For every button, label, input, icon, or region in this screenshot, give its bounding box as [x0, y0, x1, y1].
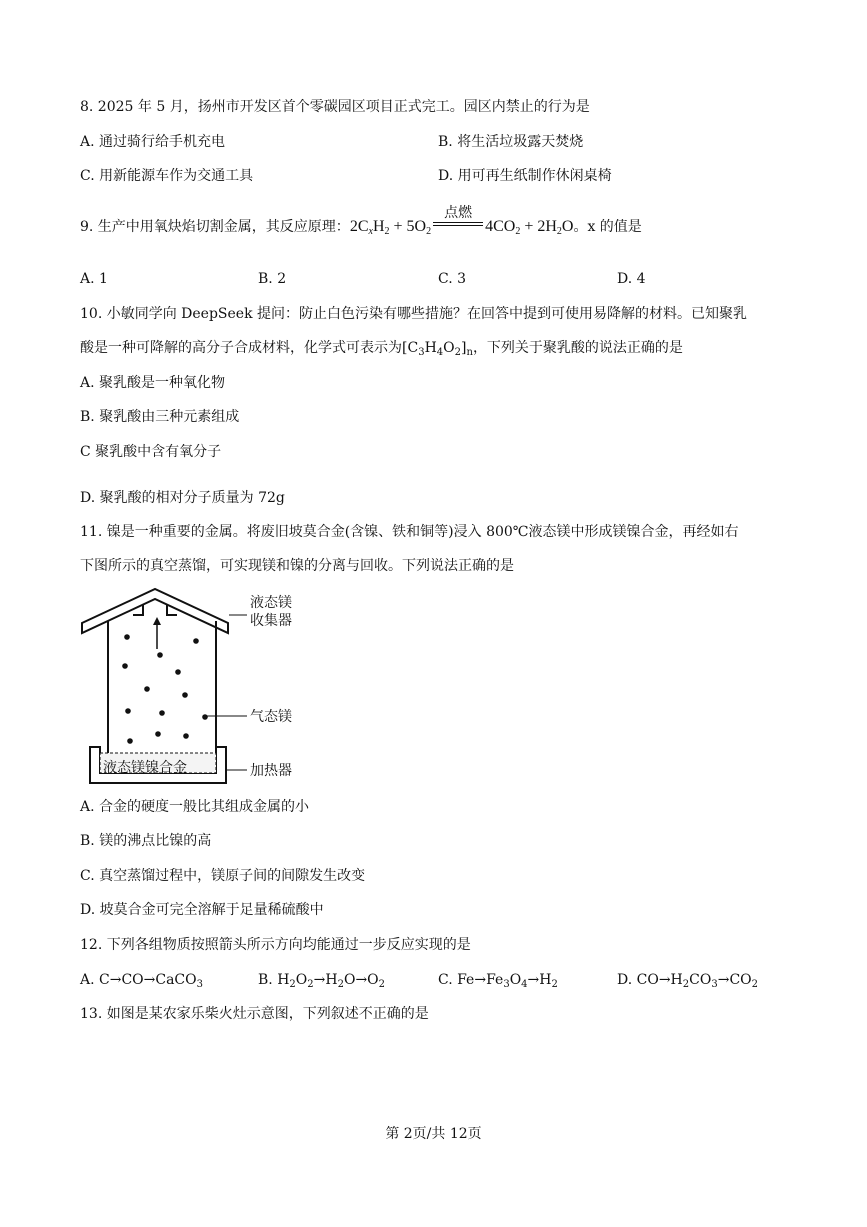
- text: O: [443, 340, 455, 356]
- q9-stem-prefix: 9. 生产中用氧炔焰切割金属，其反应原理：: [80, 219, 350, 235]
- sub: 2: [454, 347, 462, 358]
- q11-option-c: C. 真空蒸馏过程中，镁原子间的间隙发生改变: [80, 868, 366, 884]
- q8-option-a: A. 通过骑行给手机充电: [80, 134, 226, 150]
- text: B. H: [258, 972, 290, 988]
- equals-double-line: [433, 222, 483, 226]
- q9-option-a: A. 1: [80, 271, 108, 287]
- condition-label: 点燃: [444, 206, 473, 221]
- eq-sub: x: [368, 226, 373, 237]
- sub: 2: [289, 979, 296, 990]
- alloy-label: 液态镁镍合金: [103, 760, 187, 776]
- sub: 2: [337, 979, 344, 990]
- sub: 2: [307, 979, 314, 990]
- text: ]: [461, 340, 467, 356]
- q8-option-c: C. 用新能源车作为交通工具: [80, 168, 254, 184]
- collector-label-line2: 收集器: [250, 613, 292, 629]
- q12-option-d: [617, 971, 758, 989]
- gas-label: 气态镁: [250, 709, 292, 725]
- sub: 2: [751, 979, 759, 990]
- q9-option-c: C. 3: [438, 271, 467, 287]
- sub: n: [466, 347, 473, 358]
- sub: 3: [711, 979, 718, 990]
- q12-option-c: [438, 971, 558, 989]
- q9-option-b: B. 2: [258, 271, 287, 287]
- q10-stem-line2: [80, 339, 683, 357]
- text: C. Fe→Fe: [438, 972, 504, 988]
- text: O: [509, 972, 522, 988]
- q8-option-b: B. 将生活垃圾露天焚烧: [438, 134, 584, 150]
- text: H: [424, 340, 437, 356]
- q9-stem-suffix: 。x 的值是: [573, 219, 642, 235]
- sub: 2: [378, 979, 386, 990]
- collector-label-line1: 液态镁: [250, 595, 292, 611]
- eq-term: H: [372, 218, 385, 235]
- eq-term: 2C: [349, 218, 369, 235]
- text: 酸是一种可降解的高分子合成材料，化学式可表示为[C: [80, 340, 419, 356]
- q12-option-a: [80, 971, 203, 989]
- q11-option-a: A. 合金的硬度一般比其组成金属的小: [80, 799, 310, 815]
- text: →H: [313, 972, 338, 988]
- text: D. CO→H: [617, 972, 683, 988]
- q11-stem-line2: 下图所示的真空蒸馏，可实现镁和镍的分离与回收。下列说法正确的是: [80, 558, 514, 574]
- q11-stem-line1: 11. 镍是一种重要的金属。将废旧坡莫合金(含镍、铁和铜等)浸入 800℃液态镁中形成镁镍合金，再经如右: [80, 524, 739, 540]
- sub: 3: [196, 979, 203, 990]
- q10-stem-line1: 10. 小敏同学向 DeepSeek 提问：防止白色污染有哪些措施？在回答中提到可使用易降解的材料。已知聚乳: [80, 306, 748, 322]
- sub: 2: [682, 979, 690, 990]
- vapor-particles: [122, 634, 208, 744]
- text: A. C→CO→CaCO: [80, 972, 197, 988]
- eq-term: + 2H: [520, 218, 557, 235]
- arrow-head: [153, 617, 161, 625]
- text: O: [295, 972, 308, 988]
- q10-option-d: D. 聚乳酸的相对分子质量为 72g: [80, 490, 285, 506]
- eq-term: + 5O: [389, 218, 427, 235]
- text: O→O: [343, 972, 379, 988]
- text: CO: [689, 972, 712, 988]
- q12-option-b: [258, 971, 385, 989]
- q8-option-d: D. 用可再生纸制作休闲桌椅: [438, 168, 612, 184]
- collector-roof: [82, 589, 228, 633]
- q8-stem: 8. 2025 年 5 月，扬州市开发区首个零碳园区项目正式完工。园区内禁止的行为是: [80, 99, 590, 115]
- sub: 3: [418, 347, 425, 358]
- sub: 4: [521, 979, 528, 990]
- eq-term: O: [561, 218, 574, 235]
- q9-stem: [80, 206, 642, 237]
- sub: 2: [551, 979, 558, 990]
- q9-equation: [349, 206, 574, 237]
- reaction-condition: [433, 206, 483, 231]
- sub: 4: [436, 347, 444, 358]
- eq-sub: 2: [426, 226, 432, 237]
- q11-option-b: B. 镁的沸点比镍的高: [80, 833, 212, 849]
- q9-option-d: D. 4: [617, 271, 646, 287]
- eq-sub: 2: [556, 226, 562, 237]
- q10-option-c: C 聚乳酸中含有氧分子: [80, 444, 222, 460]
- q10-option-a: A. 聚乳酸是一种氧化物: [80, 375, 226, 391]
- q10-option-b: B. 聚乳酸由三种元素组成: [80, 409, 240, 425]
- text: ，下列关于聚乳酸的说法正确的是: [472, 340, 683, 356]
- q13-stem: 13. 如图是某农家乐柴火灶示意图，下列叙述不正确的是: [80, 1006, 429, 1022]
- q12-stem: 12. 下列各组物质按照箭头所示方向均能通过一步反应实现的是: [80, 937, 471, 953]
- heater-label: 加热器: [250, 763, 292, 779]
- eq-sub: 2: [515, 226, 521, 237]
- text: →H: [527, 972, 552, 988]
- sub: 3: [503, 979, 510, 990]
- page-footer: 第 2页/共 12页: [385, 1126, 482, 1142]
- eq-term: 4CO: [485, 218, 516, 235]
- q11-option-d: D. 坡莫合金可完全溶解于足量稀硫酸中: [80, 902, 324, 918]
- eq-sub: 2: [384, 226, 390, 237]
- text: →CO: [717, 972, 752, 988]
